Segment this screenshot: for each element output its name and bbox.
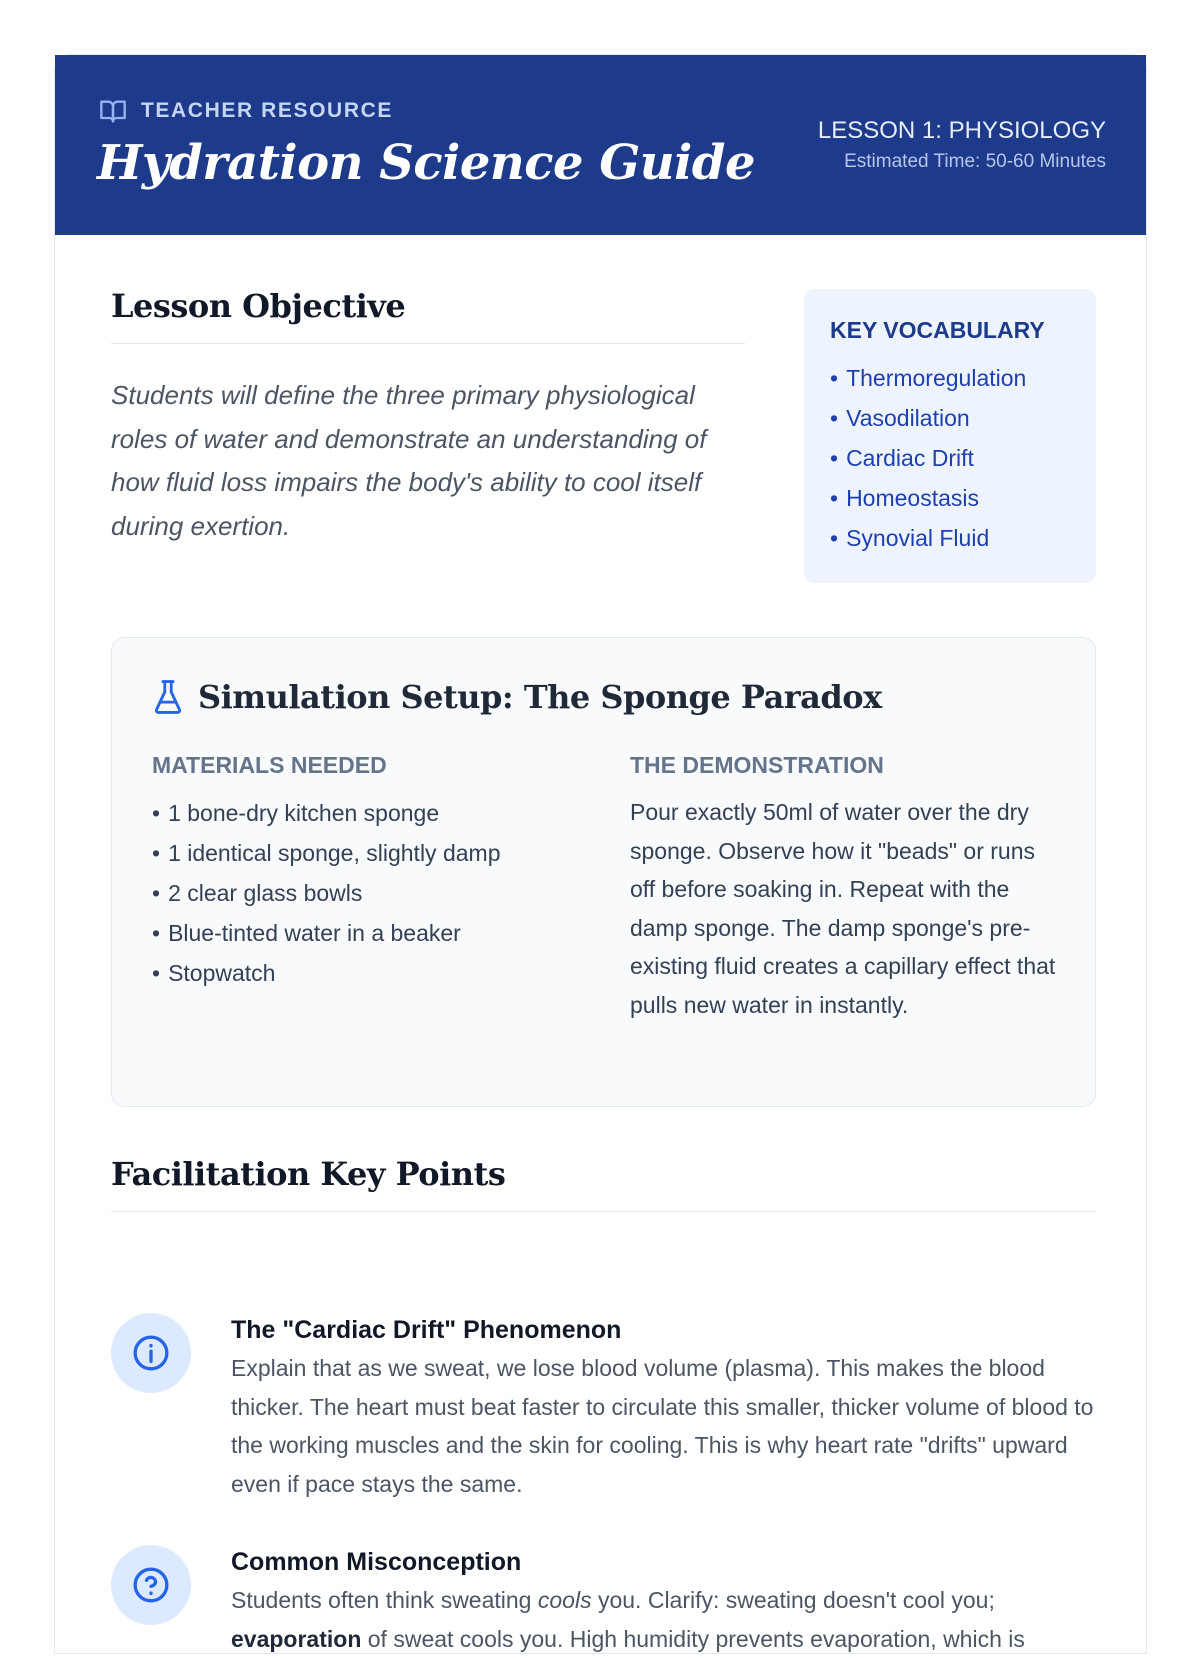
key-vocabulary-box: [804, 289, 1096, 583]
material-item: • 1 bone-dry kitchen sponge: [152, 793, 572, 833]
demonstration-heading: THE DEMONSTRATION: [630, 752, 884, 778]
emphasis-text: cools: [537, 1587, 592, 1613]
vocabulary-item: • Thermoregulation: [830, 358, 1070, 398]
estimated-time: Estimated Time: 50-60 Minutes: [844, 151, 1106, 172]
simulation-heading: Simulation Setup: The Sponge Paradox: [198, 678, 882, 716]
text-segment: Students often think sweating: [231, 1587, 538, 1613]
objective-heading: Lesson Objective: [111, 287, 406, 325]
demonstration-text: Pour exactly 50ml of water over the dry sponge. Observe how it "beads" or runs off before soaking in. Repeat with the damp sponge. The damp sponge's pre-existing fluid creates a capillary effect that pulls new water in instantly.: [630, 799, 1056, 1018]
simulation-title: [152, 678, 882, 716]
materials-column: [152, 752, 572, 993]
text-segment: of sweat cools you. High humidity prevents evaporation, which is: [361, 1625, 1025, 1652]
facilitation-heading: Facilitation Key Points: [111, 1155, 506, 1193]
vocabulary-item: • Vasodilation: [830, 398, 1070, 438]
simulation-setup-panel: [111, 637, 1096, 1107]
eyebrow-label: TEACHER RESOURCE: [141, 99, 393, 122]
objective-text: Students will define the three primary physiological roles of water and demonstrate an understanding of how fluid loss impairs the body's ability to cool itself during exertion.: [111, 380, 707, 541]
text-segment: you. Clarify: sweating doesn't cool you;: [591, 1587, 995, 1613]
key-point-body: [231, 1313, 1096, 1503]
book-open-icon: [97, 97, 129, 125]
flask-icon: [152, 679, 184, 715]
question-icon-badge: [111, 1545, 191, 1625]
info-icon-badge: [111, 1313, 191, 1393]
info-icon: [131, 1333, 171, 1373]
header-banner: [55, 55, 1146, 235]
vocabulary-item: • Cardiac Drift: [830, 438, 1070, 478]
page-title: Hydration Science Guide: [97, 135, 755, 191]
materials-list: [152, 793, 572, 993]
material-item: • Stopwatch: [152, 953, 572, 993]
key-point-text: Explain that as we sweat, we lose blood volume (plasma). This makes the blood thicker. The heart must beat faster to circulate this smaller, thicker volume of blood to the working muscles and the skin for cooling. This is why heart rate "drifts" upward even if pace stays the same.: [231, 1355, 1094, 1497]
divider: [111, 343, 745, 344]
material-item: • 1 identical sponge, slightly damp: [152, 833, 572, 873]
key-point-text: [231, 1581, 1096, 1658]
strong-text: evaporation: [231, 1625, 362, 1652]
demonstration-column: [630, 752, 1060, 1024]
lesson-info: [818, 117, 1106, 173]
key-point-title: Common Misconception: [231, 1548, 522, 1576]
material-item: • Blue-tinted water in a beaker: [152, 913, 572, 953]
vocabulary-item: • Homeostasis: [830, 478, 1070, 518]
divider: [111, 1211, 1096, 1212]
lesson-objective-section: [111, 287, 745, 548]
materials-heading: MATERIALS NEEDED: [152, 752, 387, 778]
material-item: • 2 clear glass bowls: [152, 873, 572, 913]
facilitation-section: [111, 1155, 1096, 1652]
guide-card: [54, 54, 1147, 1654]
question-icon: [131, 1565, 171, 1605]
key-point-body: [231, 1545, 1096, 1658]
vocabulary-heading: KEY VOCABULARY: [830, 317, 1045, 343]
lesson-label: LESSON 1: PHYSIOLOGY: [817, 117, 1106, 144]
key-point-title: The "Cardiac Drift" Phenomenon: [231, 1316, 622, 1344]
vocabulary-item: • Synovial Fluid: [830, 518, 1070, 558]
vocabulary-list: [830, 358, 1070, 558]
eyebrow: [97, 97, 393, 125]
